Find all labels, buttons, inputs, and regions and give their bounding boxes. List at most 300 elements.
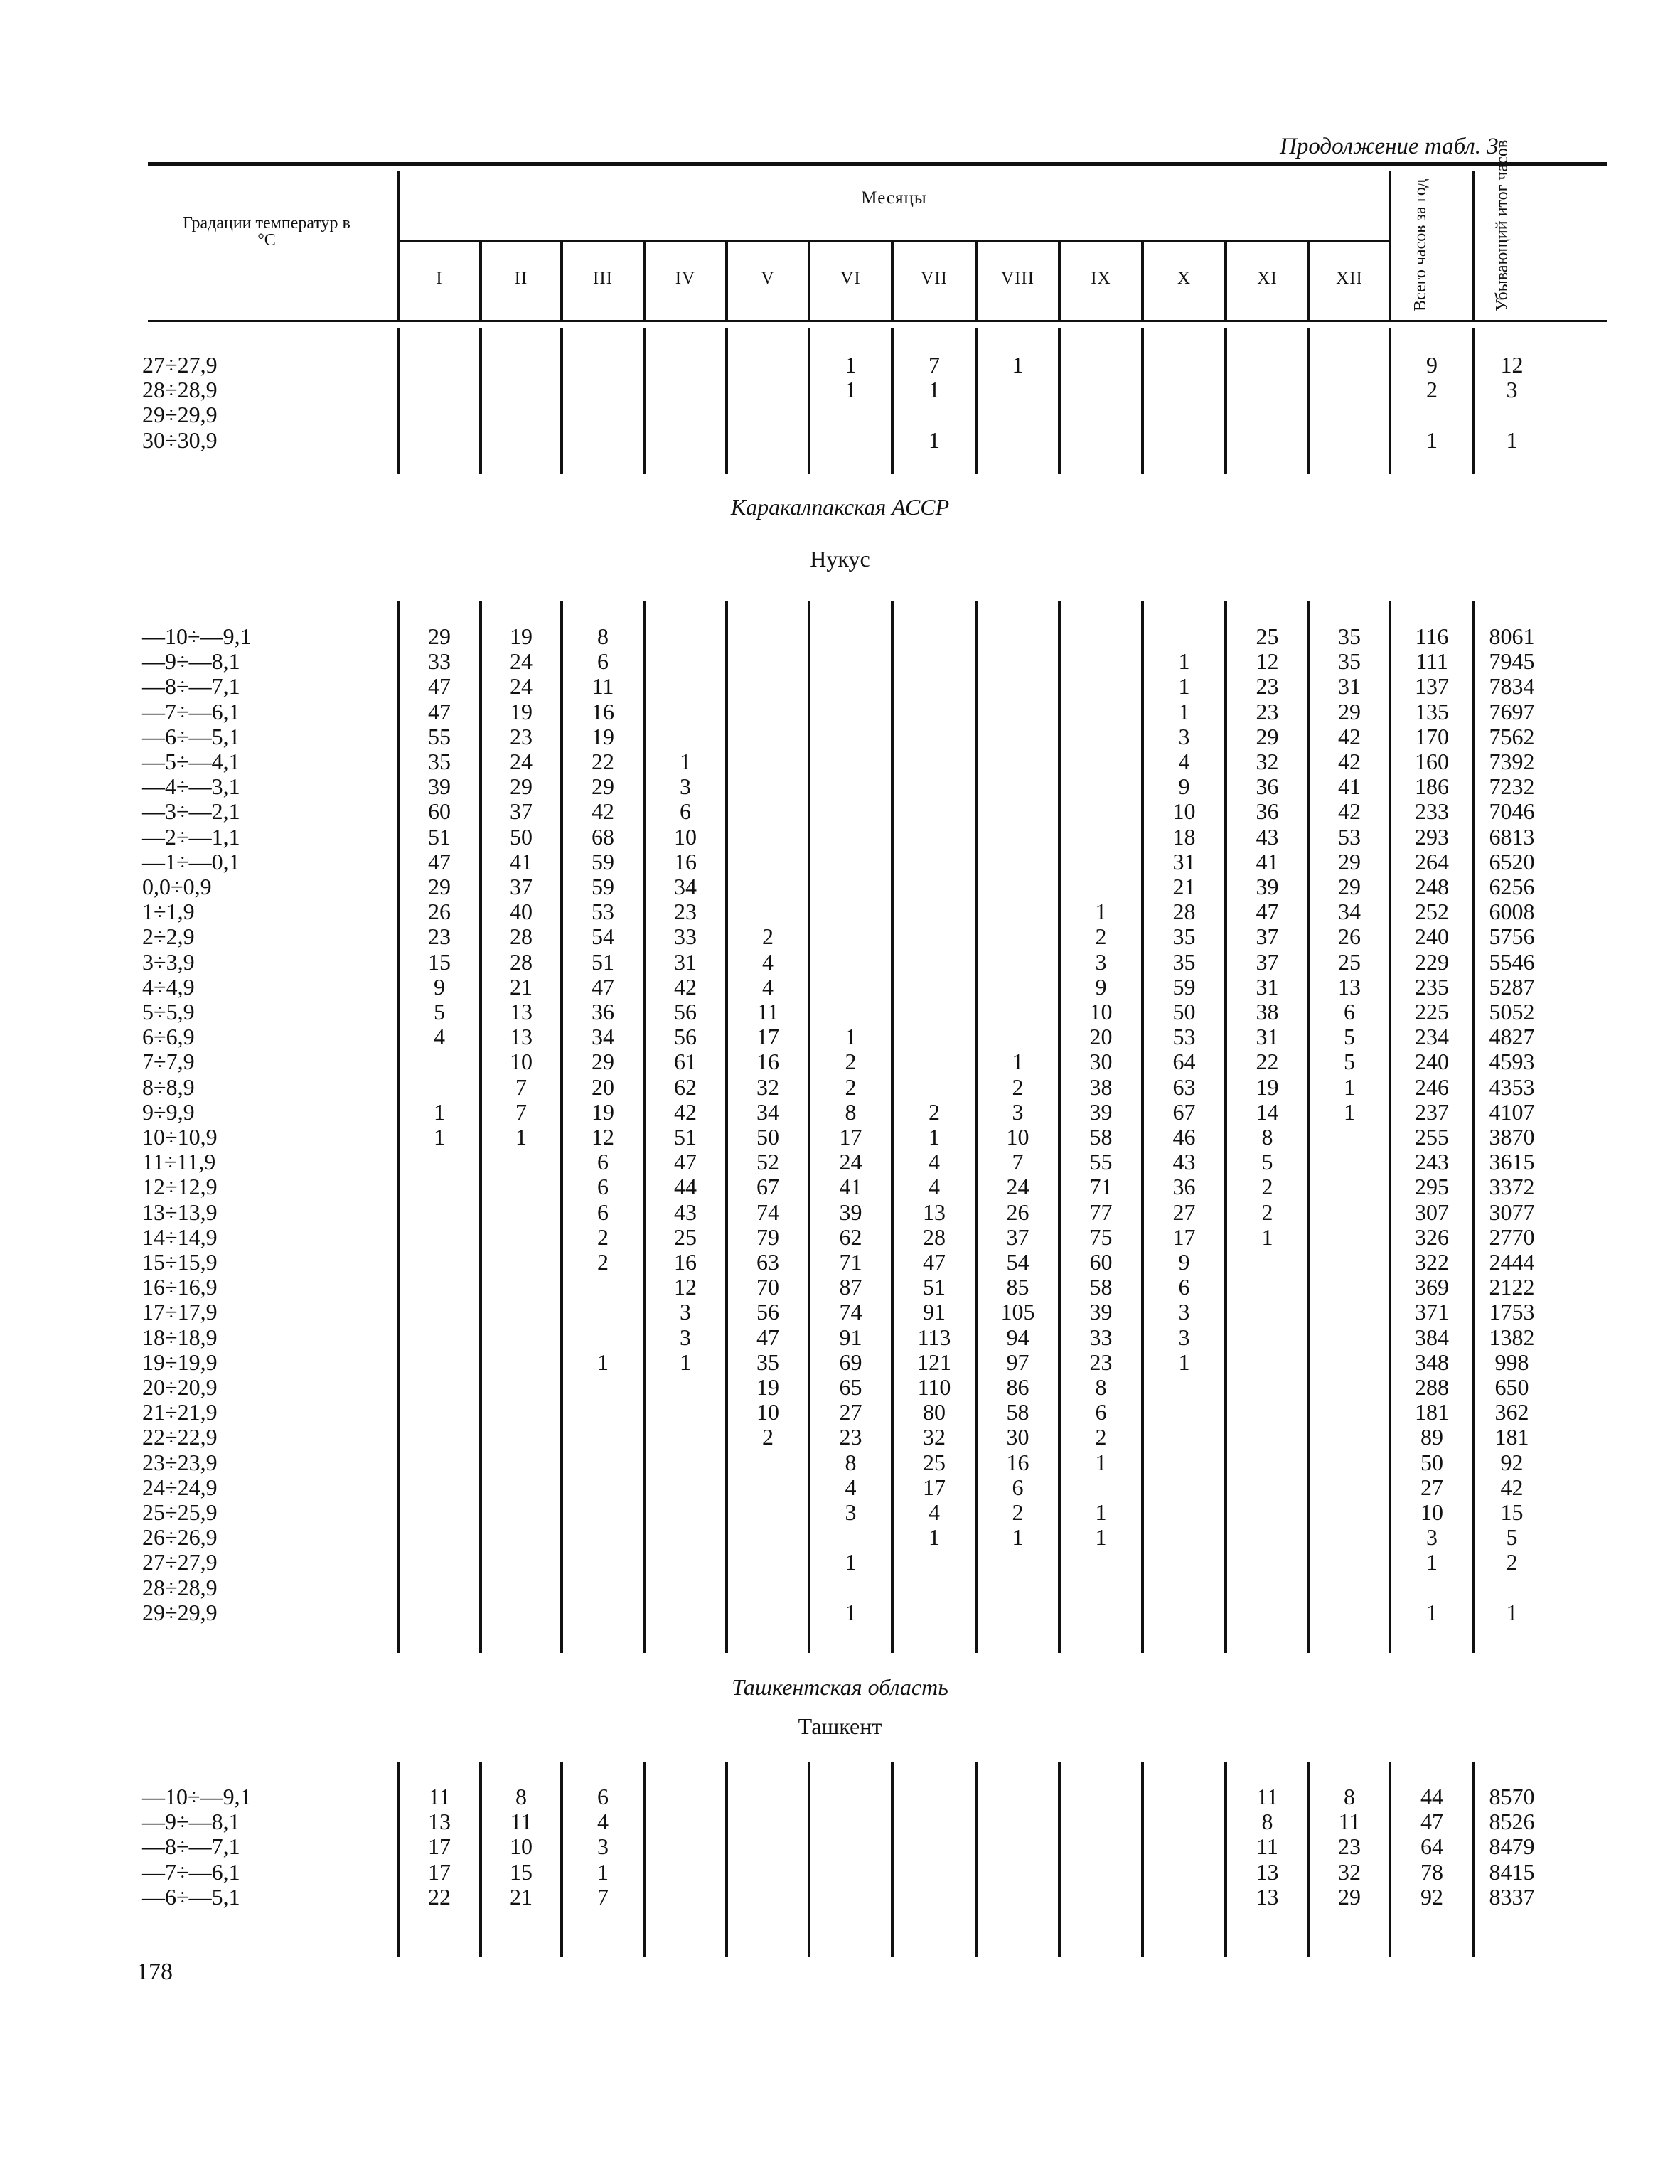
cumulative-cell: 4353 <box>1489 1074 1535 1100</box>
month-cell: 16 <box>756 1049 779 1074</box>
cumulative-cell: 8570 <box>1489 1784 1535 1809</box>
month-cell: 74 <box>839 1299 862 1324</box>
month-cell: 13 <box>1256 1859 1279 1885</box>
month-cell: 29 <box>1338 699 1361 724</box>
month-cell: 5 <box>1344 1024 1355 1049</box>
month-cell: 47 <box>428 849 451 874</box>
month-cell: 29 <box>510 774 533 799</box>
month-cell: 38 <box>1256 999 1279 1024</box>
cumulative-cell: 8337 <box>1489 1884 1535 1910</box>
column-rule <box>560 328 563 474</box>
gradation-label: 24÷24,9 <box>142 1474 218 1500</box>
month-cell: 121 <box>917 1349 951 1375</box>
gradation-label: —6÷—5,1 <box>142 724 240 749</box>
month-cell: 15 <box>428 949 451 975</box>
month-cell: 18 <box>1172 824 1196 850</box>
month-cell: 27 <box>1172 1199 1196 1225</box>
month-cell: 37 <box>1256 949 1279 975</box>
month-cell: 25 <box>1338 949 1361 975</box>
station-title-tashkent: Ташкент <box>798 1713 882 1739</box>
month-cell: 33 <box>1089 1324 1113 1350</box>
month-cell: 22 <box>592 749 614 774</box>
month-cell: 1 <box>680 1349 691 1375</box>
total-cell: 348 <box>1415 1349 1449 1375</box>
month-cell: 1 <box>1095 1450 1107 1475</box>
month-cell: 79 <box>756 1224 779 1250</box>
month-cell: 87 <box>839 1274 862 1300</box>
month-cell: 1 <box>597 1859 609 1885</box>
column-rule <box>643 328 646 474</box>
month-cell: 43 <box>1172 1149 1196 1174</box>
month-cell: 1 <box>1095 1524 1107 1550</box>
gradation-label: 17÷17,9 <box>142 1299 218 1324</box>
gradation-label: 23÷23,9 <box>142 1450 218 1475</box>
month-cell: 17 <box>428 1859 451 1885</box>
month-cell: 16 <box>1006 1450 1029 1475</box>
month-cell: 25 <box>923 1450 946 1475</box>
cumulative-cell: 181 <box>1494 1424 1529 1450</box>
month-cell: 24 <box>510 673 533 699</box>
month-cell: 7 <box>1012 1149 1024 1174</box>
month-cell: 34 <box>1338 899 1361 924</box>
month-cell: 29 <box>592 774 614 799</box>
month-cell: 29 <box>592 1049 614 1074</box>
total-cell: 9 <box>1426 352 1438 378</box>
month-cell: 2 <box>845 1049 857 1074</box>
month-header: VIII <box>1000 269 1035 288</box>
cumulative-cell: 7697 <box>1489 699 1535 724</box>
cumulative-cell: 7834 <box>1489 673 1535 699</box>
month-cell: 6 <box>597 1784 609 1809</box>
month-cell: 24 <box>839 1149 862 1174</box>
month-cell: 3 <box>597 1834 609 1859</box>
total-cell: 64 <box>1420 1834 1443 1859</box>
column-rule <box>1307 328 1310 474</box>
gradation-label: 5÷5,9 <box>142 999 195 1024</box>
cumulative-cell: 1 <box>1506 1600 1518 1625</box>
gradation-label: 29÷29,9 <box>142 1600 218 1625</box>
cumulative-cell: 3 <box>1506 377 1518 402</box>
month-cell: 43 <box>674 1199 697 1225</box>
month-cell: 2 <box>1261 1199 1273 1225</box>
month-cell: 29 <box>428 623 451 649</box>
header-column-rule <box>1389 171 1391 320</box>
months-divider-rule <box>398 240 1390 242</box>
gradation-label: —7÷—6,1 <box>142 699 240 724</box>
month-cell: 2 <box>1095 1424 1107 1450</box>
header-column-rule <box>1224 240 1227 320</box>
month-cell: 30 <box>1006 1424 1029 1450</box>
total-cell: 89 <box>1420 1424 1443 1450</box>
month-cell: 3 <box>1095 949 1107 975</box>
month-cell: 32 <box>1338 1859 1361 1885</box>
month-cell: 56 <box>674 999 697 1024</box>
total-cell: 92 <box>1420 1884 1443 1910</box>
month-cell: 12 <box>592 1124 614 1150</box>
month-cell: 55 <box>1089 1149 1113 1174</box>
month-cell: 9 <box>434 974 445 1000</box>
month-cell: 44 <box>674 1174 697 1199</box>
month-cell: 11 <box>756 999 779 1024</box>
cumulative-cell: 7232 <box>1489 774 1535 799</box>
total-cell: 3 <box>1426 1524 1438 1550</box>
gradation-label: —9÷—8,1 <box>142 648 240 674</box>
month-cell: 2 <box>597 1249 609 1275</box>
gradation-label: —8÷—7,1 <box>142 1834 240 1859</box>
month-cell: 7 <box>515 1099 527 1125</box>
month-cell: 8 <box>1095 1374 1107 1400</box>
total-cell: 160 <box>1415 749 1449 774</box>
month-cell: 1 <box>1344 1099 1355 1125</box>
month-cell: 67 <box>1172 1099 1196 1125</box>
month-cell: 42 <box>592 798 614 824</box>
month-cell: 8 <box>597 623 609 649</box>
month-cell: 5 <box>1261 1149 1273 1174</box>
month-cell: 17 <box>839 1124 862 1150</box>
month-cell: 2 <box>762 924 774 949</box>
month-cell: 39 <box>839 1199 862 1225</box>
month-cell: 53 <box>1172 1024 1196 1049</box>
cumulative-cell: 5756 <box>1489 924 1535 949</box>
month-cell: 23 <box>1089 1349 1113 1375</box>
month-cell: 11 <box>592 673 614 699</box>
month-cell: 1 <box>1178 699 1190 724</box>
month-cell: 23 <box>428 924 451 949</box>
month-cell: 25 <box>674 1224 697 1250</box>
month-cell: 10 <box>1172 798 1196 824</box>
month-cell: 77 <box>1089 1199 1113 1225</box>
month-cell: 60 <box>1089 1249 1113 1275</box>
month-cell: 7 <box>515 1074 527 1100</box>
cumulative-cell: 2 <box>1506 1549 1518 1575</box>
cumulative-cell: 5546 <box>1489 949 1535 975</box>
month-cell: 15 <box>510 1859 533 1885</box>
total-cell: 264 <box>1415 849 1449 874</box>
month-cell: 35 <box>1172 924 1196 949</box>
month-cell: 13 <box>428 1809 451 1834</box>
total-cell: 240 <box>1415 1049 1449 1074</box>
cumulative-cell: 5 <box>1506 1524 1518 1550</box>
month-cell: 6 <box>1012 1474 1024 1500</box>
month-header: III <box>593 269 613 288</box>
month-cell: 16 <box>592 699 614 724</box>
month-cell: 4 <box>434 1024 445 1049</box>
header-column-rule <box>1141 240 1144 320</box>
gradation-label: —10÷—9,1 <box>142 1784 252 1809</box>
gradation-label: 4÷4,9 <box>142 974 195 1000</box>
month-cell: 9 <box>1178 1249 1190 1275</box>
month-cell: 19 <box>592 1099 614 1125</box>
month-cell: 35 <box>1338 648 1361 674</box>
page-number: 178 <box>137 1959 173 1985</box>
total-cell: 326 <box>1415 1224 1449 1250</box>
gradation-label: 9÷9,9 <box>142 1099 195 1125</box>
month-cell: 4 <box>929 1499 940 1525</box>
month-cell: 21 <box>1172 874 1196 899</box>
month-cell: 9 <box>1178 774 1190 799</box>
gradation-label: —10÷—9,1 <box>142 623 252 649</box>
month-cell: 10 <box>1089 999 1113 1024</box>
gradation-label: 19÷19,9 <box>142 1349 218 1375</box>
month-cell: 8 <box>1261 1809 1273 1834</box>
section-title-karakalpak: Каракалпакская АССР <box>730 494 950 520</box>
gradation-label: —7÷—6,1 <box>142 1859 240 1885</box>
month-cell: 25 <box>1256 623 1279 649</box>
column-rule <box>1141 328 1144 474</box>
month-cell: 12 <box>674 1274 697 1300</box>
total-cell: 225 <box>1415 999 1449 1024</box>
month-cell: 35 <box>1338 623 1361 649</box>
month-cell: 2 <box>845 1074 857 1100</box>
cumulative-cell: 8415 <box>1489 1859 1535 1885</box>
gradation-label: —6÷—5,1 <box>142 1884 240 1910</box>
month-cell: 10 <box>756 1399 779 1425</box>
cumulative-cell: 2444 <box>1489 1249 1535 1275</box>
month-cell: 91 <box>923 1299 946 1324</box>
cumulative-cell: 6813 <box>1489 824 1535 850</box>
month-cell: 19 <box>1256 1074 1279 1100</box>
month-cell: 5 <box>434 999 445 1024</box>
month-cell: 5 <box>1344 1049 1355 1074</box>
month-cell: 59 <box>592 874 614 899</box>
month-cell: 33 <box>674 924 697 949</box>
month-cell: 38 <box>1089 1074 1113 1100</box>
total-cell: 50 <box>1420 1450 1443 1475</box>
month-cell: 3 <box>1178 724 1190 749</box>
month-cell: 3 <box>1012 1099 1024 1125</box>
month-cell: 32 <box>1256 749 1279 774</box>
month-cell: 61 <box>674 1049 697 1074</box>
cumulative-cell: 92 <box>1500 1450 1524 1475</box>
month-cell: 32 <box>923 1424 946 1450</box>
gradation-label: 12÷12,9 <box>142 1174 218 1199</box>
month-cell: 19 <box>756 1374 779 1400</box>
month-cell: 37 <box>510 798 533 824</box>
gradation-label: —9÷—8,1 <box>142 1809 240 1834</box>
month-cell: 23 <box>839 1424 862 1450</box>
month-cell: 47 <box>428 699 451 724</box>
month-cell: 6 <box>1178 1274 1190 1300</box>
month-cell: 42 <box>1338 749 1361 774</box>
month-cell: 58 <box>1006 1399 1029 1425</box>
header-column-rule <box>560 240 563 320</box>
month-cell: 4 <box>762 949 774 975</box>
month-cell: 19 <box>510 699 533 724</box>
total-cell: 137 <box>1415 673 1449 699</box>
month-cell: 11 <box>1256 1834 1278 1859</box>
header-column-rule <box>975 240 978 320</box>
month-cell: 1 <box>845 1024 857 1049</box>
cumulative-cell: 15 <box>1500 1499 1524 1525</box>
month-cell: 3 <box>845 1499 857 1525</box>
gradation-label: 29÷29,9 <box>142 402 218 427</box>
total-cell: 10 <box>1420 1499 1443 1525</box>
cumulative-cell: 4827 <box>1489 1024 1535 1049</box>
month-cell: 29 <box>428 874 451 899</box>
month-header: IV <box>675 269 696 288</box>
month-cell: 55 <box>428 724 451 749</box>
header-column-rule <box>725 240 728 320</box>
cumulative-hours-header: Убывающий итог часов <box>1493 139 1512 311</box>
month-cell: 1 <box>1012 1049 1024 1074</box>
month-cell: 6 <box>597 648 609 674</box>
month-cell: 113 <box>917 1324 951 1350</box>
total-cell: 246 <box>1415 1074 1449 1100</box>
section-title-tashkent-region: Ташкентская область <box>732 1674 948 1700</box>
month-cell: 13 <box>510 999 533 1024</box>
total-cell: 170 <box>1415 724 1449 749</box>
month-cell: 17 <box>756 1024 779 1049</box>
month-cell: 64 <box>1172 1049 1196 1074</box>
month-cell: 1 <box>1012 352 1024 378</box>
month-cell: 28 <box>923 1224 946 1250</box>
cumulative-cell: 8479 <box>1489 1834 1535 1859</box>
cumulative-cell: 7562 <box>1489 724 1535 749</box>
month-cell: 21 <box>510 1884 533 1910</box>
header-column-rule <box>397 171 400 320</box>
month-cell: 1 <box>929 1524 940 1550</box>
column-rule <box>725 328 728 474</box>
total-cell: 78 <box>1420 1859 1443 1885</box>
cumulative-cell: 650 <box>1494 1374 1529 1400</box>
gradation-label: 10÷10,9 <box>142 1124 218 1150</box>
month-cell: 1 <box>1261 1224 1273 1250</box>
month-header: XI <box>1257 269 1278 288</box>
month-cell: 65 <box>839 1374 862 1400</box>
month-cell: 29 <box>1338 849 1361 874</box>
month-cell: 28 <box>510 949 533 975</box>
month-cell: 1 <box>1178 673 1190 699</box>
cumulative-cell: 4593 <box>1489 1049 1535 1074</box>
cumulative-cell: 7392 <box>1489 749 1535 774</box>
month-cell: 71 <box>1089 1174 1113 1199</box>
total-cell: 1 <box>1426 1549 1438 1575</box>
gradation-label: 28÷28,9 <box>142 1575 218 1600</box>
gradation-label: —4÷—3,1 <box>142 774 240 799</box>
month-cell: 42 <box>674 974 697 1000</box>
month-cell: 1 <box>680 749 691 774</box>
gradation-label: 21÷21,9 <box>142 1399 218 1425</box>
month-cell: 47 <box>428 673 451 699</box>
month-cell: 20 <box>592 1074 614 1100</box>
month-cell: 26 <box>428 899 451 924</box>
month-header: I <box>436 269 443 288</box>
month-cell: 24 <box>510 648 533 674</box>
month-cell: 56 <box>674 1024 697 1049</box>
gradation-label: 30÷30,9 <box>142 427 218 453</box>
month-cell: 13 <box>510 1024 533 1049</box>
month-cell: 19 <box>510 623 533 649</box>
month-cell: 33 <box>428 648 451 674</box>
month-cell: 42 <box>1338 724 1361 749</box>
month-cell: 39 <box>428 774 451 799</box>
month-cell: 37 <box>1006 1224 1029 1250</box>
total-cell: 235 <box>1415 974 1449 1000</box>
month-header: IX <box>1091 269 1111 288</box>
column-rule <box>891 1762 894 1957</box>
month-cell: 47 <box>1256 899 1279 924</box>
cumulative-cell: 4107 <box>1489 1099 1535 1125</box>
month-cell: 1 <box>1344 1074 1355 1100</box>
month-cell: 35 <box>756 1349 779 1375</box>
total-cell: 369 <box>1415 1274 1449 1300</box>
month-cell: 23 <box>1338 1834 1361 1859</box>
month-header: VI <box>840 269 861 288</box>
gradations-header-label: Градации температур в °C <box>183 214 351 250</box>
month-cell: 23 <box>1256 699 1279 724</box>
month-cell: 1 <box>845 1600 857 1625</box>
header-top-rule <box>148 162 1607 166</box>
month-cell: 50 <box>1172 999 1196 1024</box>
header-column-rule <box>1472 171 1475 320</box>
month-cell: 42 <box>1338 798 1361 824</box>
cumulative-cell: 7046 <box>1489 798 1535 824</box>
total-cell: 371 <box>1415 1299 1449 1324</box>
month-cell: 1 <box>434 1124 445 1150</box>
month-cell: 29 <box>1256 724 1279 749</box>
month-cell: 47 <box>592 974 614 1000</box>
month-cell: 51 <box>428 824 451 850</box>
gradation-label: —1÷—0,1 <box>142 849 240 874</box>
month-cell: 2 <box>1095 924 1107 949</box>
column-rule <box>808 1762 810 1957</box>
month-cell: 37 <box>510 874 533 899</box>
month-cell: 24 <box>1006 1174 1029 1199</box>
month-cell: 31 <box>1256 1024 1279 1049</box>
month-cell: 8 <box>845 1099 857 1125</box>
total-cell: 243 <box>1415 1149 1449 1174</box>
month-cell: 110 <box>917 1374 951 1400</box>
gradation-label: 1÷1,9 <box>142 899 195 924</box>
month-cell: 17 <box>1172 1224 1196 1250</box>
cumulative-cell: 998 <box>1494 1349 1529 1375</box>
month-cell: 19 <box>592 724 614 749</box>
month-cell: 31 <box>674 949 697 975</box>
month-cell: 3 <box>680 774 691 799</box>
header-column-rule <box>643 240 646 320</box>
month-cell: 1 <box>1178 648 1190 674</box>
column-rule <box>1058 1762 1061 1957</box>
header-column-rule <box>1058 240 1061 320</box>
month-cell: 6 <box>1095 1399 1107 1425</box>
month-cell: 63 <box>756 1249 779 1275</box>
month-cell: 11 <box>1256 1784 1278 1809</box>
month-cell: 4 <box>845 1474 857 1500</box>
gradation-label: 7÷7,9 <box>142 1049 195 1074</box>
month-cell: 7 <box>929 352 940 378</box>
month-cell: 3 <box>680 1299 691 1324</box>
column-rule <box>1141 1762 1144 1957</box>
month-cell: 26 <box>1338 924 1361 949</box>
month-cell: 58 <box>1089 1274 1113 1300</box>
total-cell: 293 <box>1415 824 1449 850</box>
month-cell: 10 <box>1006 1124 1029 1150</box>
column-rule <box>1224 328 1227 474</box>
month-cell: 1 <box>845 1549 857 1575</box>
month-cell: 21 <box>510 974 533 1000</box>
month-cell: 17 <box>428 1834 451 1859</box>
cumulative-cell: 12 <box>1500 352 1524 378</box>
header-column-rule <box>479 240 482 320</box>
column-rule <box>725 1762 728 1957</box>
month-cell: 4 <box>762 974 774 1000</box>
month-cell: 13 <box>923 1199 946 1225</box>
table-caption: Продолжение табл. 3 <box>1280 134 1499 159</box>
gradation-label: 27÷27,9 <box>142 1549 218 1575</box>
gradation-label: 27÷27,9 <box>142 352 218 378</box>
month-cell: 53 <box>592 899 614 924</box>
month-cell: 1 <box>1095 899 1107 924</box>
